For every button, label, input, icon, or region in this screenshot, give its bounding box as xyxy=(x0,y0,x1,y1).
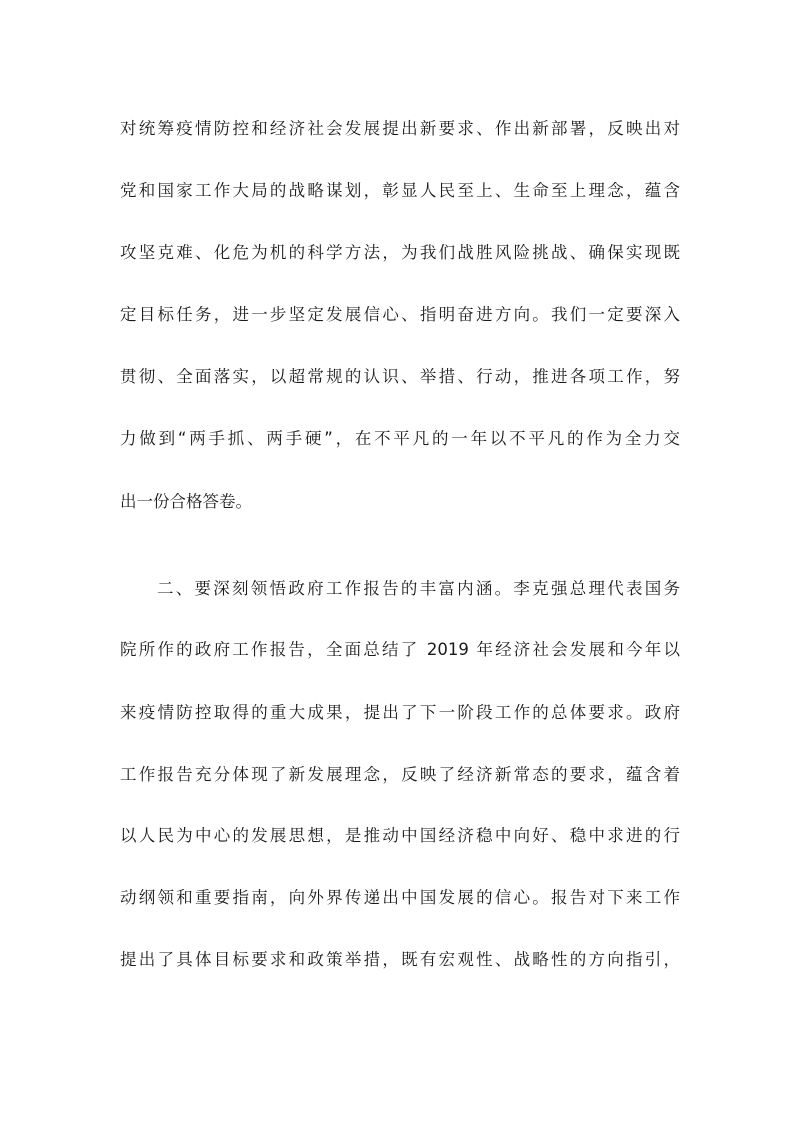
text-line: 工作报告充分体现了新发展理念，反映了经济新常态的要求，蕴含着 xyxy=(120,765,680,784)
text-line: 来疫情防控取得的重大成果，提出了下一阶段工作的总体要求。政府 xyxy=(120,703,680,722)
text-line: 动纲领和重要指南，向外界传递出中国发展的信心。报告对下来工作 xyxy=(120,888,680,907)
text-line: 贯彻、全面落实，以超常规的认识、举措、行动，推进各项工作，努 xyxy=(120,367,680,386)
text-line: 党和国家工作大局的战略谋划，彰显人民至上、生命至上理念，蕴含 xyxy=(120,181,680,200)
text-line: 定目标任务，进一步坚定发展信心、指明奋进方向。我们一定要深入 xyxy=(120,305,680,324)
text-line: 对统筹疫情防控和经济社会发展提出新要求、作出新部署，反映出对 xyxy=(120,119,680,138)
text-line: 力做到“两手抓、两手硬”，在不平凡的一年以不平凡的作为全力交 xyxy=(120,429,680,448)
text-line: 出一份合格答卷。 xyxy=(120,492,252,511)
text-line: 提出了具体目标要求和政策举措，既有宏观性、战略性的方向指引， xyxy=(120,950,680,969)
text-line: 二、要深刻领悟政府工作报告的丰富内涵。李克强总理代表国务 xyxy=(157,579,680,598)
text-line: 院所作的政府工作报告，全面总结了 2019 年经济社会发展和今年以 xyxy=(120,640,680,659)
text-line: 攻坚克难、化危为机的科学方法，为我们战胜风险挑战、确保实现既 xyxy=(120,243,680,262)
text-line: 以人民为中心的发展思想，是推动中国经济稳中向好、稳中求进的行 xyxy=(120,826,680,845)
